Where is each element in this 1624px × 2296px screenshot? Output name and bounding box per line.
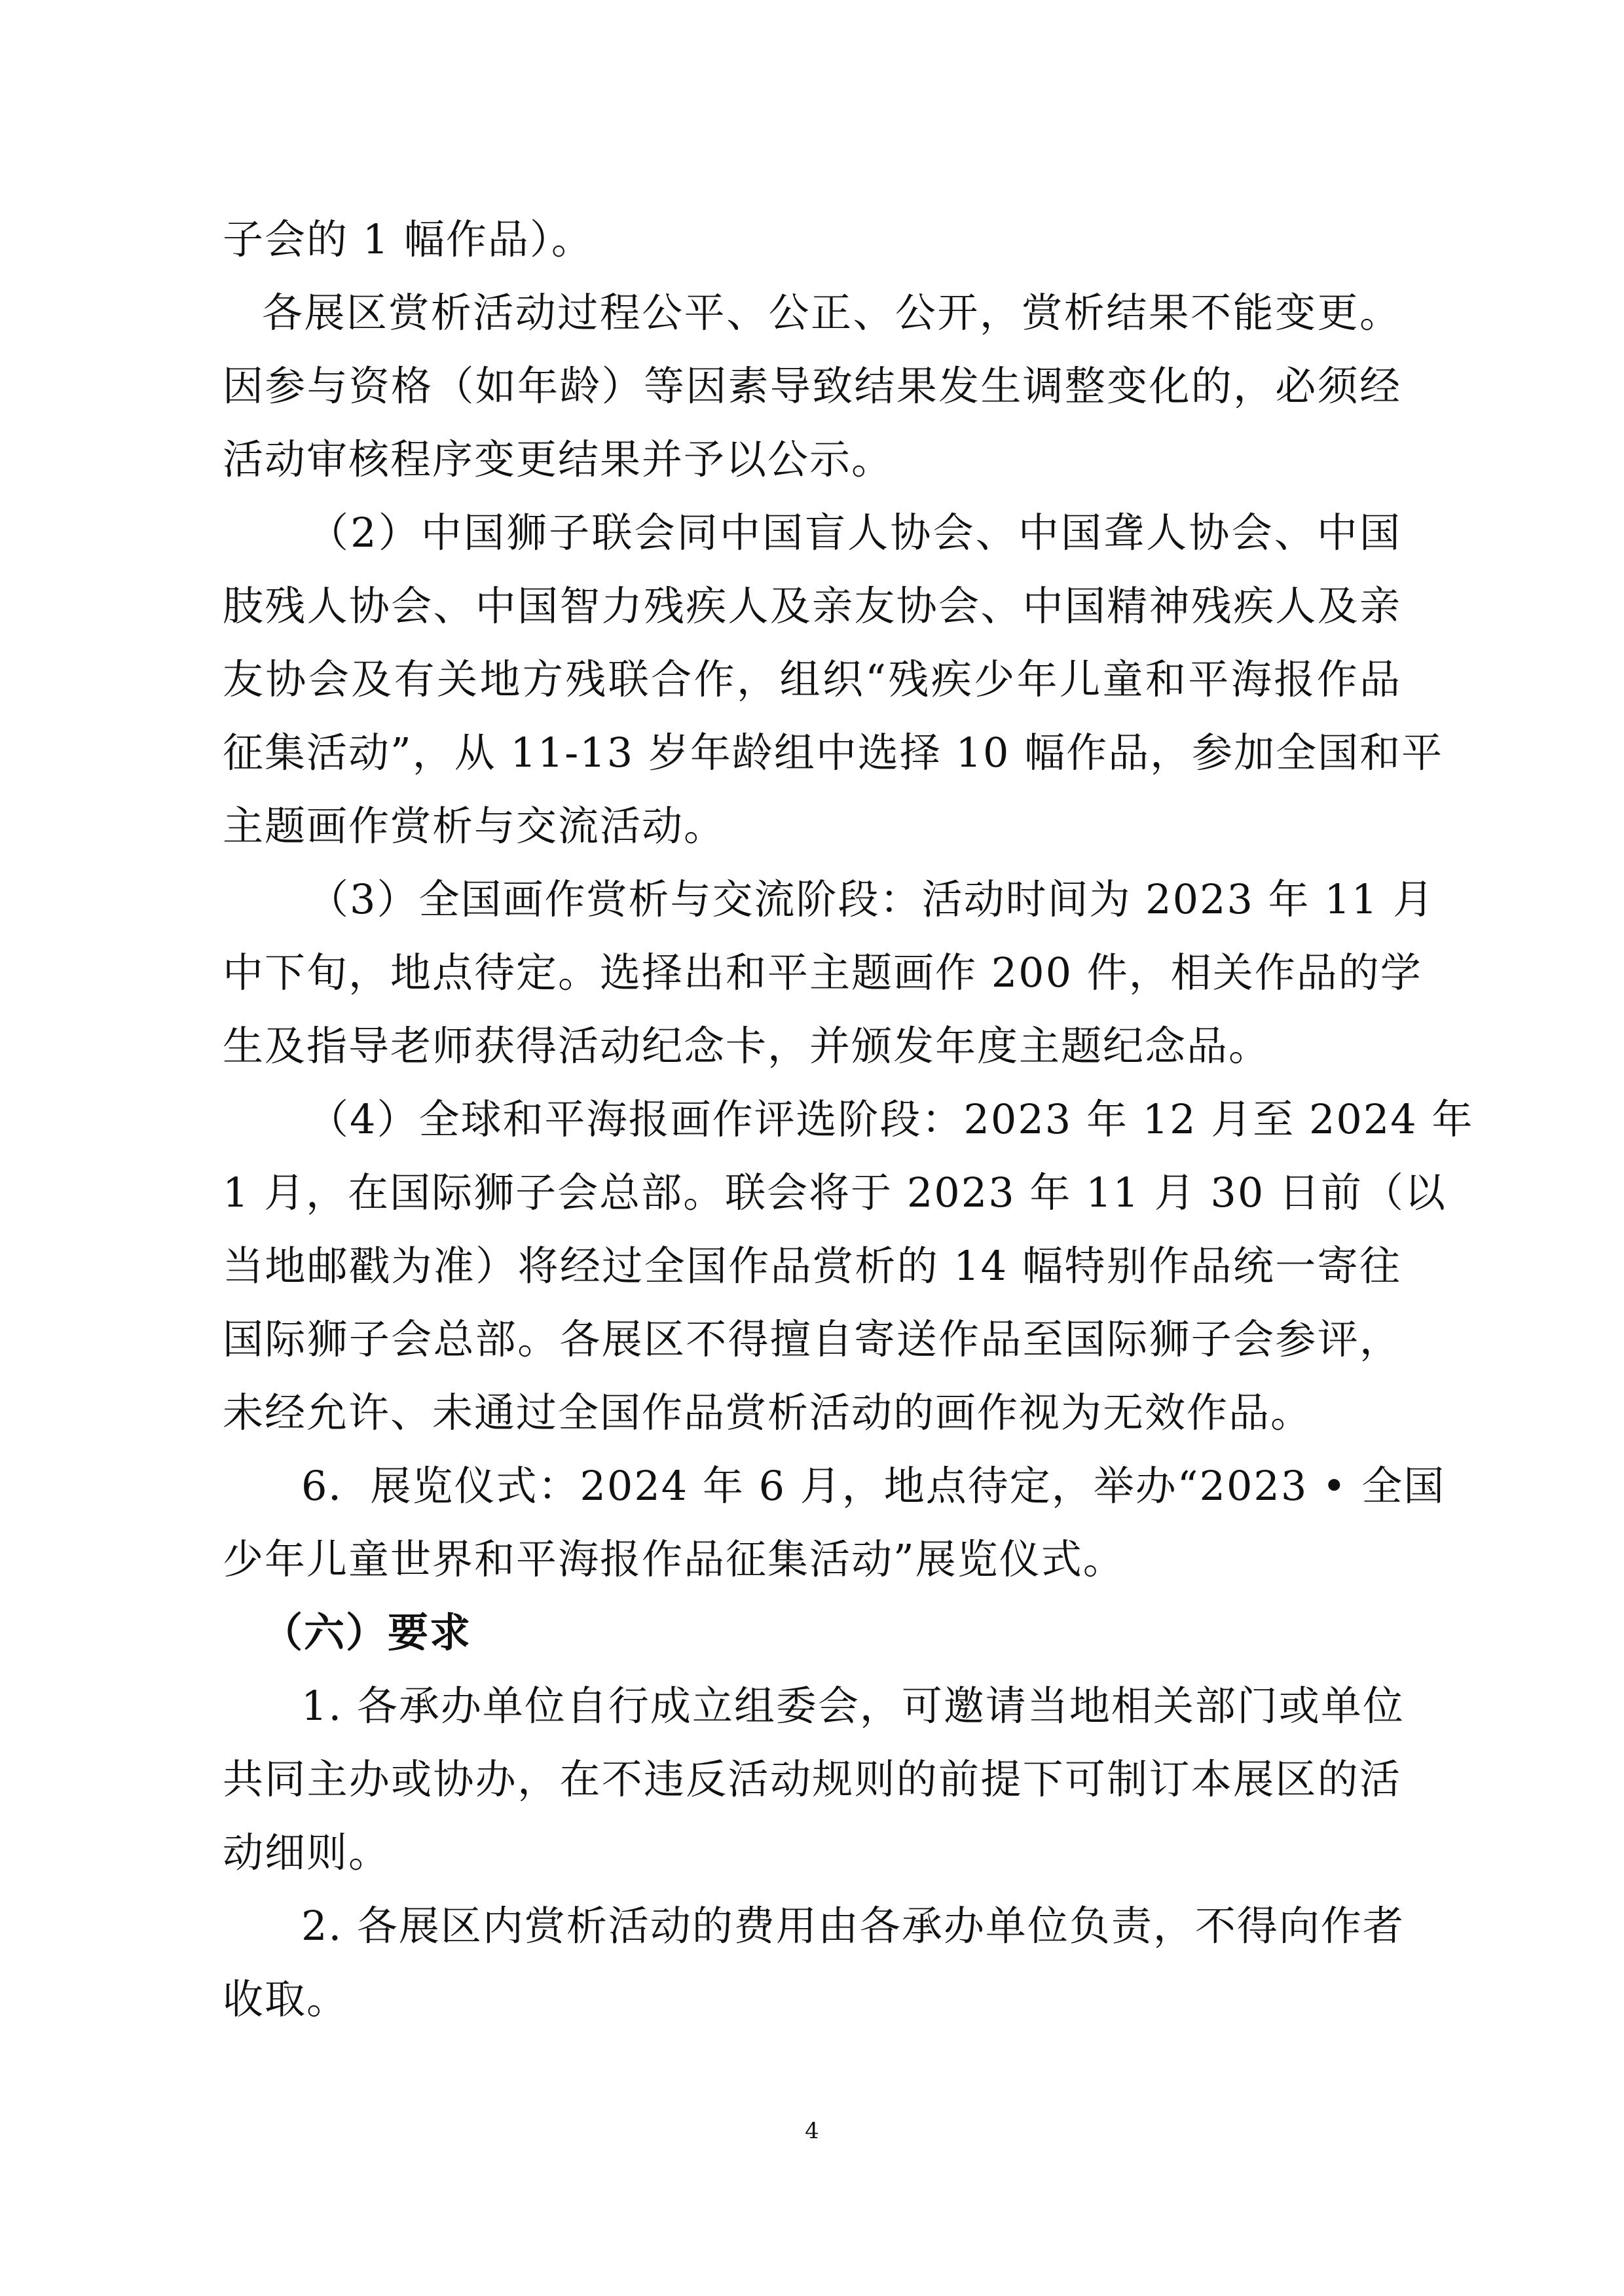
paragraph-line-4: 活动审核程序变更结果并予以公示。 xyxy=(223,435,894,483)
paragraph-line-23: 动细则。 xyxy=(223,1829,391,1876)
paragraph-line-2: 各展区赏析活动过程公平、公正、公开，赏析结果不能变更。 xyxy=(262,289,1401,337)
paragraph-line-10: （3）全国画作赏析与交流阶段：活动时间为 2023 年 11 月 xyxy=(308,875,1435,923)
paragraph-line-7: 友协会及有关地方残联合作，组织“残疾少年儿童和平海报作品 xyxy=(223,655,1401,703)
page-number: 4 xyxy=(805,2118,819,2144)
paragraph-line-3: 因参与资格（如年龄）等因素导致结果发生调整变化的，必须经 xyxy=(223,362,1401,410)
paragraph-line-24: 2. 各展区内赏析活动的费用由各承办单位负责，不得向作者 xyxy=(301,1902,1405,1950)
paragraph-line-11: 中下旬，地点待定。选择出和平主题画作 200 件，相关作品的学 xyxy=(223,949,1422,996)
paragraph-line-8: 征集活动”，从 11-13 岁年龄组中选择 10 幅作品，参加全国和平 xyxy=(223,729,1444,776)
paragraph-line-5: （2）中国狮子联会同中国盲人协会、中国聋人协会、中国 xyxy=(308,509,1401,556)
paragraph-line-17: 未经允许、未通过全国作品赏析活动的画作视为无效作品。 xyxy=(223,1389,1313,1436)
paragraph-line-19: 少年儿童世界和平海报作品征集活动”展览仪式。 xyxy=(223,1535,1125,1583)
paragraph-line-9: 主题画作赏析与交流活动。 xyxy=(223,802,726,850)
paragraph-line-16: 国际狮子会总部。各展区不得擅自寄送作品至国际狮子会参评， xyxy=(223,1315,1401,1363)
paragraph-line-14: 1 月，在国际狮子会总部。联会将于 2023 年 11 月 30 日前（以 xyxy=(223,1169,1447,1216)
paragraph-line-12: 生及指导老师获得活动纪念卡，并颁发年度主题纪念品。 xyxy=(223,1022,1271,1070)
paragraph-line-22: 共同主办或协办，在不违反活动规则的前提下可制订本展区的活 xyxy=(223,1755,1401,1803)
paragraph-line-1: 子会的 1 幅作品）。 xyxy=(223,215,593,263)
paragraph-line-25: 收取。 xyxy=(223,1975,349,2023)
section-heading-requirements: （六）要求 xyxy=(262,1609,472,1656)
paragraph-line-15: 当地邮戳为准）将经过全国作品赏析的 14 幅特别作品统一寄往 xyxy=(223,1242,1401,1290)
paragraph-line-18: 6．展览仪式：2024 年 6 月，地点待定，举办“2023 • 全国 xyxy=(301,1462,1446,1510)
paragraph-line-6: 肢残人协会、中国智力残疾人及亲友协会、中国精神残疾人及亲 xyxy=(223,582,1401,630)
paragraph-line-13: （4）全球和平海报画作评选阶段：2023 年 12 月至 2024 年 xyxy=(308,1095,1474,1143)
paragraph-line-21: 1. 各承办单位自行成立组委会，可邀请当地相关部门或单位 xyxy=(301,1682,1405,1730)
